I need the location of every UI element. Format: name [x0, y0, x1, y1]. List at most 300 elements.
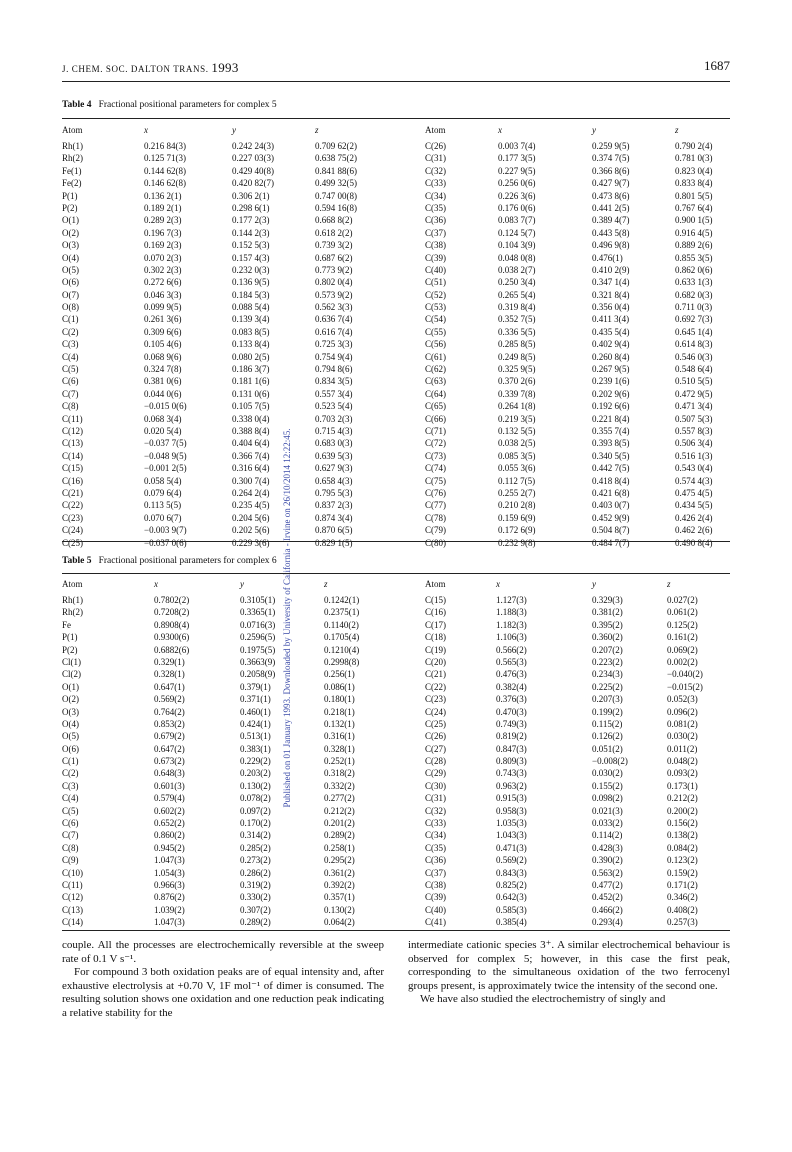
coordinate-value: 0.352 7(5)	[498, 314, 536, 325]
coordinate-value: 0.200(2)	[667, 805, 698, 816]
body-right-para-2: We have also studied the electrochemistry of singly and	[420, 993, 666, 1006]
coordinate-value: 0.068 9(6)	[144, 351, 182, 362]
coordinate-value: 0.9300(6)	[154, 632, 190, 643]
atom-label: C(15)	[425, 595, 446, 605]
coordinate-value: 0.272 6(6)	[144, 277, 182, 288]
coordinate-value: 0.126(2)	[592, 731, 623, 742]
column-header-right: z	[667, 579, 671, 589]
coordinate-value: −0.003 9(7)	[144, 525, 187, 536]
atom-label: O(7)	[62, 289, 79, 300]
coordinate-value: 0.302 2(3)	[144, 264, 182, 275]
atom-label: C(10)	[62, 867, 83, 878]
coordinate-value: 0.834 3(5)	[315, 376, 353, 387]
coordinate-value: 0.371(1)	[240, 694, 271, 705]
coordinate-value: 0.132 5(5)	[498, 425, 536, 436]
coordinate-value: 0.565(3)	[496, 656, 527, 667]
table-row	[62, 227, 730, 239]
coordinate-value: 0.347 1(4)	[592, 277, 630, 288]
atom-label: C(66)	[425, 413, 446, 424]
atom-label: O(3)	[62, 240, 79, 251]
coordinate-value: 0.711 0(3)	[675, 302, 713, 313]
coordinate-value: 0.658 4(3)	[315, 475, 353, 486]
column-header-left: y	[232, 125, 236, 135]
coordinate-value: 0.124 5(7)	[498, 227, 536, 238]
atom-label: C(22)	[62, 500, 83, 511]
coordinate-value: 0.390(2)	[592, 855, 623, 866]
coordinate-value: 0.435 5(4)	[592, 326, 630, 337]
coordinate-value: 0.819(2)	[496, 731, 527, 742]
coordinate-value: 0.411 3(4)	[592, 314, 630, 325]
atom-label: P(2)	[62, 202, 78, 213]
table-row	[62, 487, 730, 499]
table-row	[62, 313, 730, 325]
atom-label: C(16)	[425, 607, 446, 618]
coordinate-value: 0.058 5(4)	[144, 475, 182, 486]
atom-label: Rh(2)	[62, 607, 83, 618]
coordinate-value: 0.227 9(5)	[498, 165, 536, 176]
coordinate-value: 0.316(1)	[324, 731, 355, 742]
coordinate-value: 0.177 3(5)	[498, 153, 536, 164]
coordinate-value: 0.574 4(3)	[675, 475, 713, 486]
coordinate-value: 0.627 9(3)	[315, 463, 353, 474]
atom-label: C(65)	[425, 401, 446, 412]
coordinate-value: 0.434 5(5)	[675, 500, 713, 511]
coordinate-value: 0.652(2)	[154, 818, 185, 829]
coordinate-value: 0.061(2)	[667, 607, 698, 618]
coordinate-value: 0.318(2)	[324, 768, 355, 779]
coordinate-value: 0.321 8(4)	[592, 289, 630, 300]
coordinate-value: 0.086(1)	[324, 681, 355, 692]
coordinate-value: 0.232 0(3)	[232, 264, 270, 275]
table-row	[62, 817, 730, 829]
atom-label: P(2)	[62, 644, 78, 655]
table-row	[62, 202, 730, 214]
coordinate-value: 0.252(1)	[324, 756, 355, 767]
coordinate-value: 0.673(2)	[154, 756, 185, 767]
atom-label: C(23)	[425, 694, 446, 705]
coordinate-value: 0.747 00(8)	[315, 190, 357, 201]
coordinate-value: 0.069(2)	[667, 644, 698, 655]
table-row	[62, 388, 730, 400]
coordinate-value: 0.192 6(6)	[592, 401, 630, 412]
coordinate-value: 0.210 2(8)	[498, 500, 536, 511]
coordinate-value: 0.809(3)	[496, 756, 527, 767]
atom-label: C(63)	[425, 376, 446, 387]
atom-label: C(19)	[425, 644, 446, 655]
coordinate-value: 0.212(2)	[667, 793, 698, 804]
coordinate-value: 0.105 7(5)	[232, 401, 270, 412]
coordinate-value: 0.115(2)	[592, 718, 623, 729]
table-row	[62, 425, 730, 437]
atom-label: O(5)	[62, 264, 79, 275]
table-row	[62, 276, 730, 288]
coordinate-value: 0.773 9(2)	[315, 264, 353, 275]
coordinate-value: 0.847(3)	[496, 743, 527, 754]
coordinate-value: 0.393 8(5)	[592, 438, 630, 449]
coordinate-value: 0.289(2)	[240, 917, 271, 928]
coordinate-value: 0.546 0(3)	[675, 351, 713, 362]
table4-title: Fractional positional parameters for complex 5	[98, 100, 277, 110]
coordinate-value: 0.207(3)	[592, 694, 623, 705]
coordinate-value: −0.015 0(6)	[144, 401, 187, 412]
column-header-right: x	[496, 579, 500, 589]
atom-label: C(53)	[425, 302, 446, 313]
coordinate-value: 0.876(2)	[154, 892, 185, 903]
table-row	[62, 264, 730, 276]
table-row	[62, 805, 730, 817]
coordinate-value: 0.408(2)	[667, 904, 698, 915]
coordinate-value: 0.563(2)	[592, 867, 623, 878]
coordinate-value: 0.027(2)	[667, 595, 698, 605]
coordinate-value: 0.594 16(8)	[315, 202, 357, 213]
coordinate-value: 0.0716(3)	[240, 619, 276, 630]
coordinate-value: 1.182(3)	[496, 619, 527, 630]
atom-label: O(1)	[62, 215, 79, 226]
coordinate-value: 0.235 4(5)	[232, 500, 270, 511]
coordinate-value: 0.507 5(3)	[675, 413, 713, 424]
coordinate-value: 0.138(2)	[667, 830, 698, 841]
atom-label: C(5)	[62, 364, 79, 375]
coordinate-value: 0.097(2)	[240, 805, 271, 816]
table-row	[62, 854, 730, 866]
atom-label: C(5)	[62, 805, 79, 816]
column-header-right: z	[675, 125, 679, 135]
coordinate-value: 0.471 3(4)	[675, 401, 713, 412]
column-header-left: Atom	[62, 579, 83, 589]
atom-label: C(76)	[425, 487, 446, 498]
coordinate-value: 0.382(4)	[496, 681, 527, 692]
coordinate-value: 0.668 8(2)	[315, 215, 353, 226]
coordinate-value: 0.298 6(1)	[232, 202, 270, 213]
table-row	[62, 239, 730, 251]
coordinate-value: 0.265 5(4)	[498, 289, 536, 300]
coordinate-value: 0.133 8(4)	[232, 339, 270, 350]
coordinate-value: 0.219 3(5)	[498, 413, 536, 424]
coordinate-value: 0.226 3(6)	[498, 190, 536, 201]
coordinate-value: 0.340 5(5)	[592, 450, 630, 461]
table-row	[62, 301, 730, 313]
atom-label: C(22)	[425, 681, 446, 692]
coordinate-value: 0.055 3(6)	[498, 463, 536, 474]
coordinate-value: 0.645 1(4)	[675, 326, 713, 337]
table5	[62, 578, 730, 929]
coordinate-value: 0.874 3(4)	[315, 512, 353, 523]
atom-label: C(75)	[425, 475, 446, 486]
coordinate-value: 0.157 4(3)	[232, 252, 270, 263]
header-rule	[62, 81, 730, 82]
coordinate-value: 0.452(2)	[592, 892, 623, 903]
coordinate-value: 0.286(2)	[240, 867, 271, 878]
coordinate-value: 0.339 7(8)	[498, 388, 536, 399]
table-row	[62, 152, 730, 164]
coordinate-value: 0.452 9(9)	[592, 512, 630, 523]
atom-label: C(54)	[425, 314, 446, 325]
table-row	[62, 475, 730, 487]
coordinate-value: 0.289 2(3)	[144, 215, 182, 226]
atom-label: C(11)	[62, 879, 83, 890]
table-row	[62, 594, 730, 606]
coordinate-value: 0.051(2)	[592, 743, 623, 754]
table-row	[62, 767, 730, 779]
atom-label: C(37)	[425, 867, 446, 878]
coordinate-value: 0.184 5(3)	[232, 289, 270, 300]
coordinate-value: 0.361(2)	[324, 867, 355, 878]
body-column-left	[62, 939, 384, 1021]
atom-label: C(77)	[425, 500, 446, 511]
coordinate-value: 0.329(3)	[592, 595, 623, 605]
coordinate-value: 0.638 75(2)	[315, 153, 357, 164]
coordinate-value: 0.085 3(5)	[498, 450, 536, 461]
coordinate-value: 0.216 84(3)	[144, 141, 186, 151]
coordinate-value: 0.392(2)	[324, 879, 355, 890]
coordinate-value: 0.173(1)	[667, 780, 698, 791]
coordinate-value: 0.385(4)	[496, 917, 527, 928]
coordinate-value: 0.376(3)	[496, 694, 527, 705]
atom-label: C(17)	[425, 619, 446, 630]
table-row	[62, 351, 730, 363]
table-row	[62, 437, 730, 449]
coordinate-value: 1.106(3)	[496, 632, 527, 643]
coordinate-value: 0.754 9(4)	[315, 351, 353, 362]
coordinate-value: 0.181 1(6)	[232, 376, 270, 387]
coordinate-value: 0.068 3(4)	[144, 413, 182, 424]
coordinate-value: 0.683 0(3)	[315, 438, 353, 449]
table-row	[62, 730, 730, 742]
coordinate-value: 0.139 3(4)	[232, 314, 270, 325]
coordinate-value: 0.647(2)	[154, 743, 185, 754]
coordinate-value: 0.3365(1)	[240, 607, 276, 618]
coordinate-value: 0.239 1(6)	[592, 376, 630, 387]
table-header-row	[62, 124, 730, 140]
coordinate-value: 0.170(2)	[240, 818, 271, 829]
coordinate-value: 0.227 03(3)	[232, 153, 274, 164]
coordinate-value: 0.332(2)	[324, 780, 355, 791]
coordinate-value: 0.823 0(4)	[675, 165, 713, 176]
coordinate-value: 0.636 7(4)	[315, 314, 353, 325]
column-header-left: x	[154, 579, 158, 589]
coordinate-value: 0.218(1)	[324, 706, 355, 717]
coordinate-value: 0.837 2(3)	[315, 500, 353, 511]
atom-label: C(14)	[62, 450, 83, 461]
body-left-para-2: For compound 3 both oxidation peaks are of equal intensity and, after exhaustive electrolysis at +0.70 V, 1F mol⁻¹ of dimer is consumed. The resulting solution shows one oxidation and one reduction peak indicating a relative stability for the	[62, 966, 384, 1019]
table-row	[62, 512, 730, 524]
atom-label: C(1)	[62, 314, 79, 325]
atom-label: C(32)	[425, 805, 446, 816]
coordinate-value: 0.767 6(4)	[675, 202, 713, 213]
coordinate-value: 0.703 2(3)	[315, 413, 353, 424]
table-row	[62, 718, 730, 730]
coordinate-value: 0.172 6(9)	[498, 525, 536, 536]
coordinate-value: 0.421 6(8)	[592, 487, 630, 498]
coordinate-value: 0.328(1)	[154, 669, 185, 680]
coordinate-value: 0.360(2)	[592, 632, 623, 643]
coordinate-value: 1.188(3)	[496, 607, 527, 618]
coordinate-value: 0.196 7(3)	[144, 227, 182, 238]
coordinate-value: 0.199(2)	[592, 706, 623, 717]
coordinate-value: 0.260 8(4)	[592, 351, 630, 362]
coordinate-value: 0.295(2)	[324, 855, 355, 866]
table-row	[62, 631, 730, 643]
coordinate-value: 0.346(2)	[667, 892, 698, 903]
coordinate-value: 0.781 0(3)	[675, 153, 713, 164]
coordinate-value: 0.098(2)	[592, 793, 623, 804]
coordinate-value: 0.639 5(3)	[315, 450, 353, 461]
coordinate-value: 0.088 5(4)	[232, 302, 270, 313]
coordinate-value: 0.146 62(8)	[144, 178, 186, 189]
atom-label: C(23)	[62, 512, 83, 523]
coordinate-value: 0.221 8(4)	[592, 413, 630, 424]
coordinate-value: 0.366 7(4)	[232, 450, 270, 461]
coordinate-value: 0.249 8(5)	[498, 351, 536, 362]
atom-label: C(28)	[425, 756, 446, 767]
atom-label: C(12)	[62, 425, 83, 436]
coordinate-value: 0.687 6(2)	[315, 252, 353, 263]
coordinate-value: 0.273(2)	[240, 855, 271, 866]
coordinate-value: 0.426 2(4)	[675, 512, 713, 523]
coordinate-value: 0.585(3)	[496, 904, 527, 915]
atom-label: C(6)	[62, 376, 79, 387]
coordinate-value: 0.633 1(3)	[675, 277, 713, 288]
table-row	[62, 499, 730, 511]
coordinate-value: 0.316 6(4)	[232, 463, 270, 474]
coordinate-value: −0.048 9(5)	[144, 450, 187, 461]
coordinate-value: 0.052(3)	[667, 694, 698, 705]
coordinate-value: 0.602(2)	[154, 805, 185, 816]
coordinate-value: 0.557 3(4)	[315, 388, 353, 399]
table-row	[62, 289, 730, 301]
coordinate-value: 0.510 5(5)	[675, 376, 713, 387]
table-row	[62, 755, 730, 767]
atom-label: C(39)	[425, 252, 446, 263]
atom-label: O(3)	[62, 706, 79, 717]
coordinate-value: 0.048(2)	[667, 756, 698, 767]
coordinate-value: 0.070 2(3)	[144, 252, 182, 263]
coordinate-value: 0.186 3(7)	[232, 364, 270, 375]
coordinate-value: 0.080 2(5)	[232, 351, 270, 362]
coordinate-value: 0.900 1(5)	[675, 215, 713, 226]
coordinate-value: 0.389 4(7)	[592, 215, 630, 226]
coordinate-value: 0.579(4)	[154, 793, 185, 804]
coordinate-value: 0.475 4(5)	[675, 487, 713, 498]
body-right-para-1: intermediate cationic species 3⁺. A similar electrochemical behaviour is observed for complex 5; however, in this case the first peak, corresponding to the simultaneous oxidation of the two ferrocenyl groups present, is approximately twice the intensity of the second one.	[408, 939, 730, 992]
table4-bottom-rule	[62, 541, 730, 542]
table-row	[62, 326, 730, 338]
atom-label: O(6)	[62, 743, 79, 754]
journal-year: 1993	[211, 60, 239, 75]
coordinate-value: 0.496 9(8)	[592, 240, 630, 251]
coordinate-value: 0.7208(2)	[154, 607, 190, 618]
coordinate-value: 0.257(3)	[667, 917, 698, 928]
coordinate-value: 0.159 6(9)	[498, 512, 536, 523]
coordinate-value: 0.306 2(1)	[232, 190, 270, 201]
coordinate-value: 0.169 2(3)	[144, 240, 182, 251]
coordinate-value: 0.136 9(5)	[232, 277, 270, 288]
coordinate-value: 0.618 2(2)	[315, 227, 353, 238]
coordinate-value: 0.357(1)	[324, 892, 355, 903]
coordinate-value: 0.516 1(3)	[675, 450, 713, 461]
coordinate-value: 0.177 2(3)	[232, 215, 270, 226]
table-row	[62, 792, 730, 804]
coordinate-value: 0.261 3(6)	[144, 314, 182, 325]
atom-label: C(73)	[425, 450, 446, 461]
atom-label: C(80)	[425, 537, 446, 548]
coordinate-value: 0.046 3(3)	[144, 289, 182, 300]
coordinate-value: 0.562 3(3)	[315, 302, 353, 313]
coordinate-value: 0.113 5(5)	[144, 500, 182, 511]
coordinate-value: 0.309 6(6)	[144, 326, 182, 337]
coordinate-value: 0.548 6(4)	[675, 364, 713, 375]
atom-label: C(26)	[425, 731, 446, 742]
coordinate-value: 0.277(2)	[324, 793, 355, 804]
coordinate-value: 0.370 2(6)	[498, 376, 536, 387]
coordinate-value: 0.557 8(3)	[675, 425, 713, 436]
table-row	[62, 867, 730, 879]
atom-label: O(4)	[62, 718, 79, 729]
coordinate-value: 0.569(2)	[154, 694, 185, 705]
table-row	[62, 363, 730, 375]
coordinate-value: 0.125(2)	[667, 619, 698, 630]
atom-label: P(1)	[62, 190, 78, 201]
coordinate-value: 0.476(1)	[592, 252, 623, 263]
atom-label: C(4)	[62, 793, 79, 804]
coordinate-value: 1.127(3)	[496, 595, 527, 605]
coordinate-value: 0.300 7(4)	[232, 475, 270, 486]
coordinate-value: 0.471(3)	[496, 842, 527, 853]
coordinate-value: 0.258(1)	[324, 842, 355, 853]
coordinate-value: 0.395(2)	[592, 619, 623, 630]
coordinate-value: 0.144 2(3)	[232, 227, 270, 238]
atom-label: C(24)	[62, 525, 83, 536]
atom-label: C(8)	[62, 842, 79, 853]
coordinate-value: 0.155(2)	[592, 780, 623, 791]
coordinate-value: 0.223(2)	[592, 656, 623, 667]
coordinate-value: 0.242 24(3)	[232, 141, 274, 151]
coordinate-value: 0.114(2)	[592, 830, 623, 841]
table-row	[62, 668, 730, 680]
coordinate-value: −0.008(2)	[592, 756, 628, 767]
atom-label: C(74)	[425, 463, 446, 474]
coordinate-value: 0.289(2)	[324, 830, 355, 841]
table-row	[62, 904, 730, 916]
coordinate-value: 0.234(3)	[592, 669, 623, 680]
coordinate-value: 0.048 0(8)	[498, 252, 536, 263]
coordinate-value: 0.131 0(6)	[232, 388, 270, 399]
coordinate-value: 0.383(1)	[240, 743, 271, 754]
coordinate-value: 0.8908(4)	[154, 619, 190, 630]
coordinate-value: 0.020 5(4)	[144, 425, 182, 436]
coordinate-value: 0.176 0(6)	[498, 202, 536, 213]
coordinate-value: 0.418 8(4)	[592, 475, 630, 486]
atom-label: C(9)	[62, 855, 79, 866]
atom-label: C(55)	[425, 326, 446, 337]
coordinate-value: −0.015(2)	[667, 681, 703, 692]
coordinate-value: 0.285 8(5)	[498, 339, 536, 350]
atom-label: C(38)	[425, 240, 446, 251]
coordinate-value: 0.566(2)	[496, 644, 527, 655]
coordinate-value: 0.328(1)	[324, 743, 355, 754]
atom-label: C(4)	[62, 351, 79, 362]
atom-label: C(7)	[62, 388, 79, 399]
table-row	[62, 891, 730, 903]
atom-label: O(2)	[62, 227, 79, 238]
atom-label: C(35)	[425, 202, 446, 213]
coordinate-value: 0.794 8(6)	[315, 364, 353, 375]
coordinate-value: 0.232 9(8)	[498, 537, 536, 548]
coordinate-value: 0.081(2)	[667, 718, 698, 729]
atom-label: C(51)	[425, 277, 446, 288]
coordinate-value: 0.083 7(7)	[498, 215, 536, 226]
coordinate-value: 1.043(3)	[496, 830, 527, 841]
